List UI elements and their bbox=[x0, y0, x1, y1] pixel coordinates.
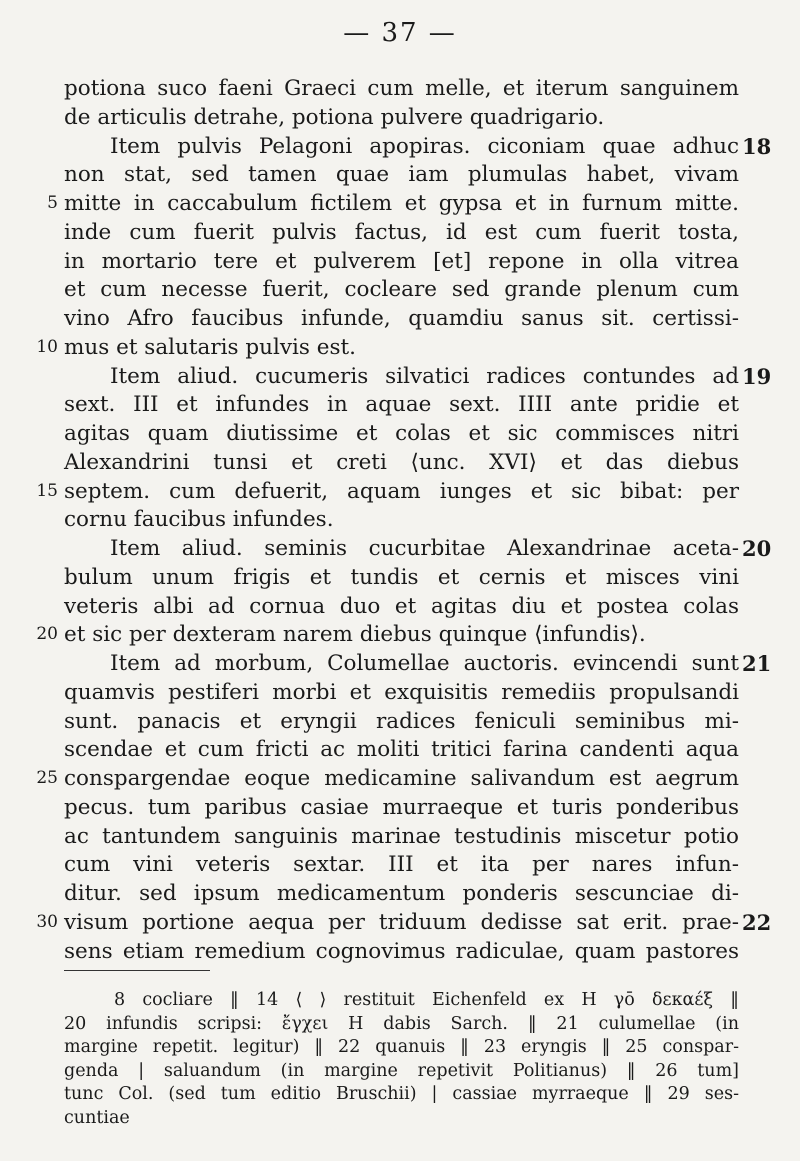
text-line: de articulis detrahe, potiona pulvere quadrigario. bbox=[64, 104, 605, 130]
text-line: sunt. panacis et eryngii radices feniculi seminibus mi- bbox=[64, 708, 739, 734]
line-number: 5 bbox=[47, 193, 58, 213]
line-number: 30 bbox=[36, 911, 58, 932]
text-line: ac tantundem sanguinis marinae testudinis miscetur potio bbox=[64, 823, 739, 849]
footnote-line: margine repetit. legitur) ‖ 22 quanuis ‖ 23 eryngis ‖ 25 conspar- bbox=[64, 1037, 739, 1058]
text-line: scendae et cum fricti ac moliti tritici farina candenti aqua bbox=[64, 737, 739, 763]
text-line: vino Afro faucibus infunde, quamdiu sanus sit. certissi- bbox=[64, 306, 739, 331]
text-line: non stat, sed tamen quae iam plumulas habet, vivam bbox=[64, 162, 739, 188]
text-line: cornu faucibus infundes. bbox=[64, 507, 334, 533]
text-line: conspargendae eoque medicamine salivandum est aegrum bbox=[64, 766, 739, 791]
text-line: bulum unum frigis et tundis et cernis et misces vini bbox=[64, 564, 739, 590]
footnote-line: cuntiae bbox=[64, 1108, 130, 1128]
text-line: Alexandrini tunsi et creti ⟨unc. XVI⟩ et das diebus bbox=[64, 449, 739, 475]
line-number: 20 bbox=[36, 624, 58, 645]
text-line: veteris albi ad cornua duo et agitas diu et postea colas bbox=[64, 593, 739, 619]
chapter-number: 22 bbox=[742, 909, 772, 935]
text-line: ditur. sed ipsum medicamentum ponderis sescunciae di- bbox=[64, 881, 739, 906]
footnote-rule bbox=[64, 970, 210, 971]
footnote-line: tunc Col. (sed tum editio Bruschii) | cassiae myrraeque ‖ 29 ses- bbox=[64, 1084, 739, 1105]
text-line: septem. cum defuerit, aquam iunges et sic bibat: per bbox=[64, 478, 739, 504]
text-line: pecus. tum paribus casiae murraeque et turis ponderibus bbox=[64, 794, 739, 820]
text-line: mitte in caccabulum fictilem et gypsa et in furnum mitte. bbox=[64, 191, 739, 216]
page-number: — 37 — bbox=[343, 18, 457, 48]
line-number: 10 bbox=[36, 336, 58, 357]
text-line: et cum necesse fuerit, cocleare sed grande plenum cum bbox=[64, 277, 739, 303]
text-line: mus et salutaris pulvis est. bbox=[64, 334, 356, 360]
text-line: Item ad morbum, Columellae auctoris. evincendi sunt bbox=[110, 651, 739, 676]
text-line: agitas quam diutissime et colas et sic commisces nitri bbox=[64, 421, 739, 446]
text-line: Item pulvis Pelagoni apopiras. ciconiam quae adhuc bbox=[110, 133, 739, 159]
text-line: cum vini veteris sextar. III et ita per nares infun- bbox=[64, 852, 739, 878]
text-line: sext. III et infundes in aquae sext. IIII ante pridie et bbox=[64, 392, 739, 418]
chapter-number: 20 bbox=[742, 536, 772, 561]
text-line: inde cum fuerit pulvis factus, id est cum fuerit tosta, bbox=[64, 219, 739, 245]
chapter-number: 18 bbox=[742, 133, 772, 159]
text-line: et sic per dexteram narem diebus quinque ⟨infundis⟩. bbox=[64, 622, 646, 648]
chapter-number: 21 bbox=[742, 651, 772, 676]
line-number: 25 bbox=[36, 768, 58, 788]
text-line: quamvis pestiferi morbi et exquisitis remediis propulsandi bbox=[64, 679, 739, 705]
text-line: visum portione aequa per triduum dedisse sat erit. prae- bbox=[64, 909, 739, 935]
text-line: Item aliud. cucumeris silvatici radices contundes ad bbox=[110, 363, 739, 389]
text-line: in mortario tere et pulverem [et] repone in olla vitrea bbox=[64, 248, 739, 274]
chapter-number: 19 bbox=[742, 363, 772, 389]
text-line: sens etiam remedium cognovimus radiculae, quam pastores bbox=[64, 938, 739, 964]
text-line: Item aliud. seminis cucurbitae Alexandrinae aceta- bbox=[110, 536, 739, 561]
text-line: potiona suco faeni Graeci cum melle, et iterum sanguinem bbox=[64, 76, 739, 101]
footnote-line: genda | saluandum (in margine repetivit Politianus) ‖ 26 tum] bbox=[64, 1060, 739, 1081]
line-number: 15 bbox=[36, 480, 58, 501]
footnote-line: 20 infundis scripsi: ἔγχει H dabis Sarch. ‖ 21 culumellae (in bbox=[64, 1013, 739, 1034]
footnote-line: 8 cocliare ‖ 14 ⟨ ⟩ restituit Eichenfeld ex H γō δεκαέξ ‖ bbox=[114, 990, 739, 1010]
